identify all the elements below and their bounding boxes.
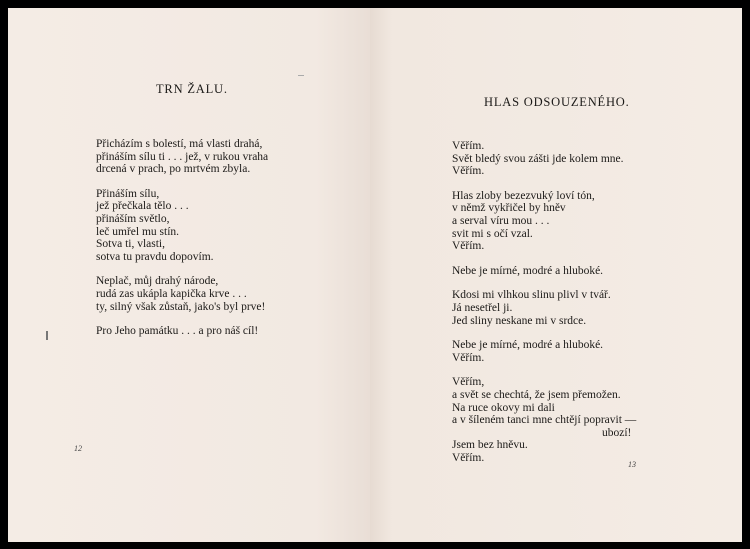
poem-line: v němž vykřičel by hněv: [452, 202, 566, 215]
poem-line: Věřím.: [452, 140, 485, 152]
stanza: [452, 376, 636, 464]
poem-line: Věřím.: [452, 351, 485, 364]
poem-line: svit mi s očí vzal.: [452, 227, 533, 240]
poem-line: přináším světlo,: [96, 212, 170, 225]
poem-line: Věřím.: [452, 240, 485, 253]
poem-line: a svět se chechtá, že jsem přemožen.: [452, 388, 621, 401]
stanza: [96, 188, 268, 264]
poem-line: Nebe je mírné, modré a hluboké.: [452, 339, 604, 352]
paper-speck: [298, 75, 304, 76]
stanza: [96, 138, 268, 176]
page-number-left: 12: [74, 444, 82, 453]
poem-line: přináším sílu ti . . . jež, v rukou vraha: [96, 150, 269, 163]
poem-line: Věřím.: [452, 451, 485, 464]
poem-line: Kdosi mi vlhkou slinu plivl v tvář.: [452, 289, 611, 302]
poem-line: a serval víru mou . . .: [452, 214, 550, 227]
poem-line: Přináším sílu,: [96, 187, 160, 200]
poem-line: sotva tu pravdu dopovím.: [96, 250, 214, 263]
stanza: [96, 275, 268, 313]
poem-line: rudá zas ukápla kapička krve . . .: [96, 287, 247, 300]
book-spread: [8, 8, 742, 542]
poem-title-left: TRN ŽALU.: [156, 82, 228, 96]
poem-line: Hlas zloby bezezvuký loví tón,: [452, 189, 595, 202]
poem-title-right: HLAS ODSOUZENÉHO.: [484, 95, 630, 109]
poem-line: leč umřel mu stín.: [96, 225, 180, 238]
stanza: [452, 265, 636, 278]
poem-line: Svět bledý svou zášti jde kolem mne.: [452, 152, 624, 165]
right-page: [370, 8, 742, 542]
stanza: [96, 325, 268, 338]
stanza: [452, 140, 636, 178]
stanza: [452, 289, 636, 327]
left-page: [8, 8, 370, 542]
poem-line: Na ruce okovy mi dali: [452, 401, 555, 414]
poem-line: Přicházím s bolestí, má vlasti drahá,: [96, 138, 263, 150]
poem-line: Pro Jeho památku . . . a pro náš cíl!: [96, 325, 259, 338]
poem-line: Věřím,: [452, 376, 485, 389]
page-number-right: 13: [628, 460, 636, 469]
poem-right: [452, 140, 636, 476]
poem-line: ty, silný však zůstaň, jako's byl prve!: [96, 300, 266, 313]
poem-line: Sotva ti, vlasti,: [96, 238, 165, 251]
stanza: [452, 339, 636, 364]
poem-left: [96, 138, 268, 350]
poem-line: drcená v prach, po mrtvém zbyla.: [96, 163, 251, 176]
stanza: [452, 190, 636, 253]
poem-line: a v šíleném tanci mne chtějí popravit —: [452, 414, 637, 427]
paper-speck: [46, 331, 48, 340]
poem-line: ubozí!: [602, 426, 632, 439]
poem-line: Já nesetřel ji.: [452, 301, 513, 314]
poem-line: Jsem bez hněvu.: [452, 439, 528, 452]
poem-line: Neplač, můj drahý národe,: [96, 275, 219, 288]
poem-line: Jed sliny neskane mi v srdce.: [452, 314, 587, 327]
poem-line: Věřím.: [452, 165, 485, 178]
poem-line: jež přečkala tělo . . .: [96, 200, 189, 213]
poem-line: Nebe je mírné, modré a hluboké.: [452, 264, 604, 277]
